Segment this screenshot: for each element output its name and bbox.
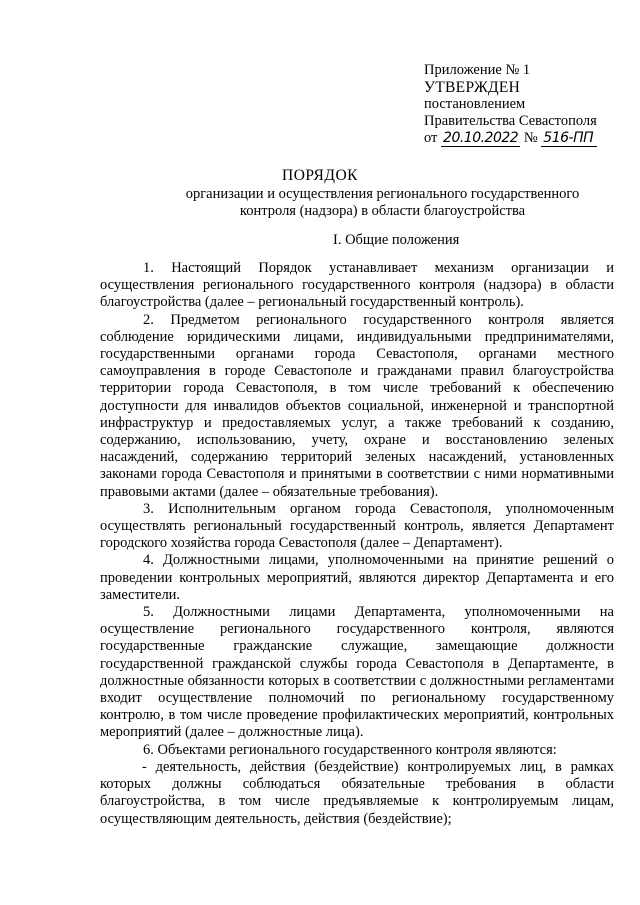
section-heading: I. Общие положения — [333, 232, 460, 248]
paragraph-3: 3. Исполнительным органом города Севастополя, уполномоченным осуществлять региональный государственный контроль, является Департамент городского хозяйства города Севастополя (далее – Департамент). — [100, 500, 614, 552]
approved-label: УТВЕРЖДЕН — [424, 79, 521, 96]
document-subtitle: организации и осуществления регионального государственного контроля (надзора) в области благоустройства — [185, 186, 580, 219]
number-prefix: № — [523, 130, 538, 146]
date-prefix: от — [424, 130, 438, 146]
handwritten-number: 516-ПП — [541, 131, 597, 147]
paragraph-1: 1. Настоящий Порядок устанавливает механизм организации и осуществления регионального государственного контроля (надзора) в области благоустройства (далее – региональный государственный контроль). — [100, 260, 614, 311]
approval-block — [424, 62, 597, 147]
handwritten-date: 20.10.2022 — [443, 130, 519, 146]
government-label: Правительства Севастополя — [424, 113, 597, 129]
paragraph-5: 5. Должностными лицами Департамента, уполномоченными на осуществление регионального государственного контроля, являются государственные гражданские служащие, замещающие должности государственной гражданской службы города Севастополя в Департаменте, в должностные обязанности которых в соответствии с должностными регламентами входит осуществление полномочий по региональному государственному контролю, в том числе проведение профилактических мероприятий, контрольных мероприятий (далее – должностные лица). — [100, 604, 614, 741]
date-number-line — [424, 130, 597, 147]
paragraph-4: 4. Должностными лицами, уполномоченными на принятие решений о проведении контрольных мероприятий, являются директор Департамента и его заместители. — [100, 552, 614, 603]
paragraph-6-item-1: - деятельность, действия (бездействие) контролируемых лиц, в рамках которых должны соблюдаться обязательные требования в области благоустройства, в том числе предъявляемые к контролируемым лицам, осуществляющим деятельность, действия (бездействие); — [100, 758, 614, 827]
annex-number: Приложение № 1 — [424, 62, 531, 78]
document-body — [100, 260, 614, 828]
paragraph-2: 2. Предметом регионального государственного контроля является соблюдение юридическими лицами, индивидуальными предпринимателями, государственными органами города Севастополя, органами местного самоуправления в городе Севастополе и гражданами правил благоустройства территории города Севастополя, в том числе требований к обеспечению доступности для инвалидов объектов социальной, инженерной и транспортной инфраструктур и предоставляемых услуг, а также требований к созданию, содержанию, использованию, учету, охране и восстановлению зеленых насаждений, содержанию территорий зеленых насаждений, установленных законами города Севастополя и принятыми в соответствии с ними нормативными правовыми актами (далее – обязательные требования). — [100, 311, 614, 500]
document-title: ПОРЯДОК — [282, 167, 358, 184]
paragraph-6: 6. Объектами регионального государственного контроля являются: — [143, 741, 557, 758]
resolution-label: постановлением — [424, 96, 526, 112]
